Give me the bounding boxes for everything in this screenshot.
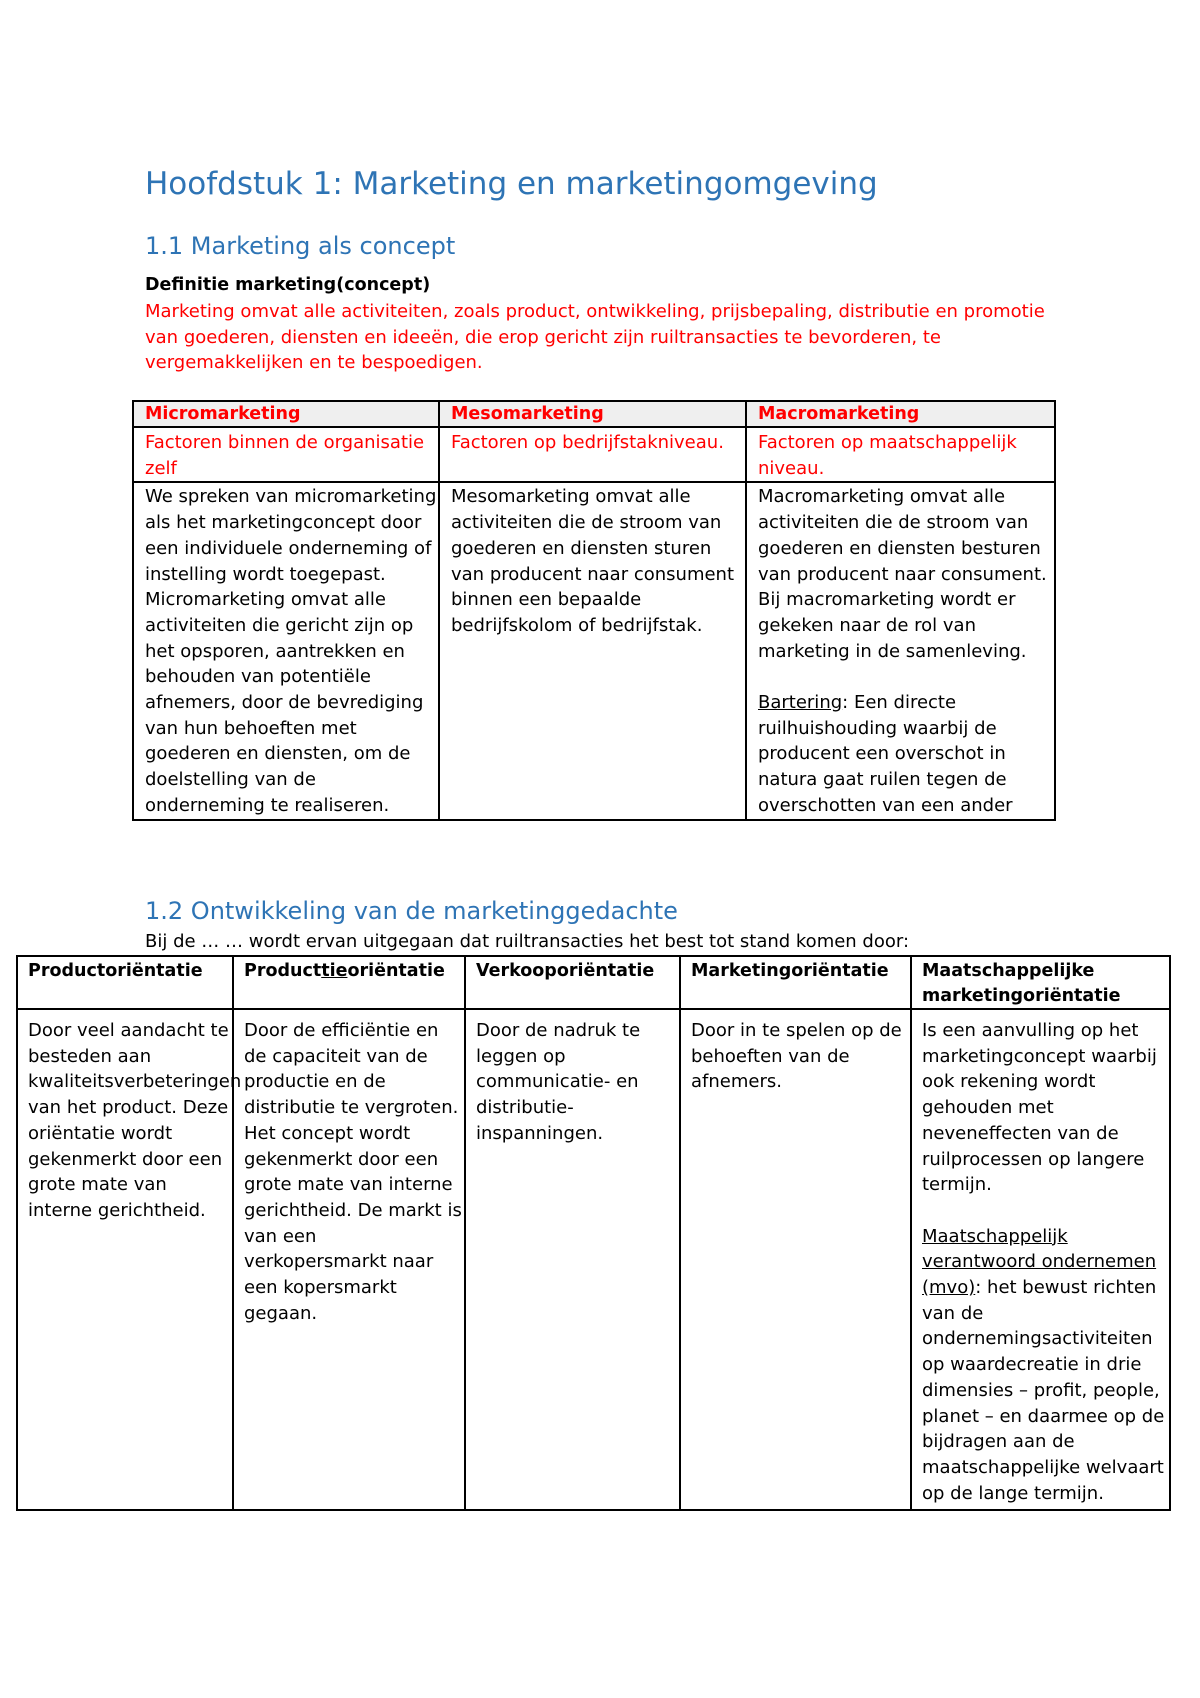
subheader-micro: Factoren binnen de organisatie zelf [133,427,439,482]
marketing-levels-table [132,400,1056,821]
orientation-intro: Bij de … … wordt ervan uitgegaan dat ruiltransacties het best tot stand komen door: [145,931,910,952]
cell-productor-body: Door veel aandacht te besteden aan kwaliteitsverbeteringen van het product. Deze oriëntatie wordt gekenmerkt door een grote mate van interne gerichtheid. [17,1009,233,1510]
subheader-meso: Factoren op bedrijfstakniveau. [439,427,746,482]
chapter-title: Hoofdstuk 1: Marketing en marketingomgeving [145,166,878,202]
definition-label: Definitie marketing(concept) [145,275,431,295]
header-macromarketing: Macromarketing [746,401,1055,427]
cell-verkoop-body: Door de nadruk te leggen op communicatie- en distributie-inspanningen. [465,1009,680,1510]
section-heading-1-1: 1.1 Marketing als concept [145,232,456,260]
table-row [133,482,1055,819]
table-header-row [17,956,1170,1009]
header-mesomarketing: Mesomarketing [439,401,746,427]
cell-micro-body: We spreken van micromarketing als het marketingconcept door een individuele onderneming of instelling wordt toegepast. Micromarketing omvat alle activiteiten die gericht zijn op het opsporen, aantrekken en behouden van potentiële afnemers, door de bevrediging van hun behoeften met goederen en diensten, om de doelstelling van de onderneming te realiseren. [133,482,439,819]
mvo-definition: : het bewust richten van de ondernemingsactiviteiten op waardecreatie in drie dimensies – profit, people, planet – en daarmee op de bijdragen aan de maatschappelijke welvaart op de lange termijn. [922,1277,1165,1504]
cell-marketing-body: Door in te spelen op de behoeften van de afnemers. [680,1009,911,1510]
cell-productie-body: Door de efficiëntie en de capaciteit van de productie en de distributie te vergroten. Het concept wordt gekenmerkt door een grote mate van interne gerichtheid. De markt is van een verkopersmarkt naar een kopersmarkt gegaan. [233,1009,465,1510]
cell-meso-body: Mesomarketing omvat alle activiteiten die de stroom van goederen en diensten sturen van producent naar consument binnen een bepaalde bedrijfskolom of bedrijfstak. [439,482,746,819]
maatschappelijk-body-text: Is een aanvulling op het marketingconcept waarbij ook rekening wordt gehouden met neveneffecten van de ruilprocessen op langere termijn. [922,1020,1157,1196]
header-productieorientatie: Producttieoriëntatie [233,956,465,1009]
header-maatschappelijke-orientatie: Maatschappelijke marketingoriëntatie [911,956,1170,1009]
header-micromarketing: Micromarketing [133,401,439,427]
cell-maatschappelijk-body [911,1009,1170,1510]
orientation-table [16,955,1171,1511]
mvo-term: Maatschappelijk verantwoord ondernemen (mvo) [922,1225,1157,1299]
table-row [17,1009,1170,1510]
cell-macro-body [746,482,1055,819]
table-header-row [133,401,1055,427]
definition-text: Marketing omvat alle activiteiten, zoals product, ontwikkeling, prijsbepaling, distributie en promotie van goederen, diensten en ideeën, die erop gericht zijn ruiltransacties te bevorderen, te vergemakkelijken en te bespoedigen. [145,301,1045,373]
bartering-definition: : Een directe ruilhuishouding waarbij de producent een overschot in natura gaat ruilen tegen de overschotten van een ander [758,692,1013,816]
table-subheader-row [133,427,1055,482]
macro-body-text: Macromarketing omvat alle activiteiten die de stroom van goederen en diensten besturen van producent naar consument. Bij macromarketing wordt er gekeken naar de rol van marketing in de samenleving. [758,486,1047,662]
bartering-term: Bartering [758,692,843,714]
header-productorientatie: Productoriëntatie [17,956,233,1009]
header-verkooporientatie: Verkooporiëntatie [465,956,680,1009]
subheader-macro: Factoren op maatschappelijk niveau. [746,427,1055,482]
section-heading-1-2: 1.2 Ontwikkeling van de marketinggedachte [145,897,678,925]
header-marketingorientatie: Marketingoriëntatie [680,956,911,1009]
